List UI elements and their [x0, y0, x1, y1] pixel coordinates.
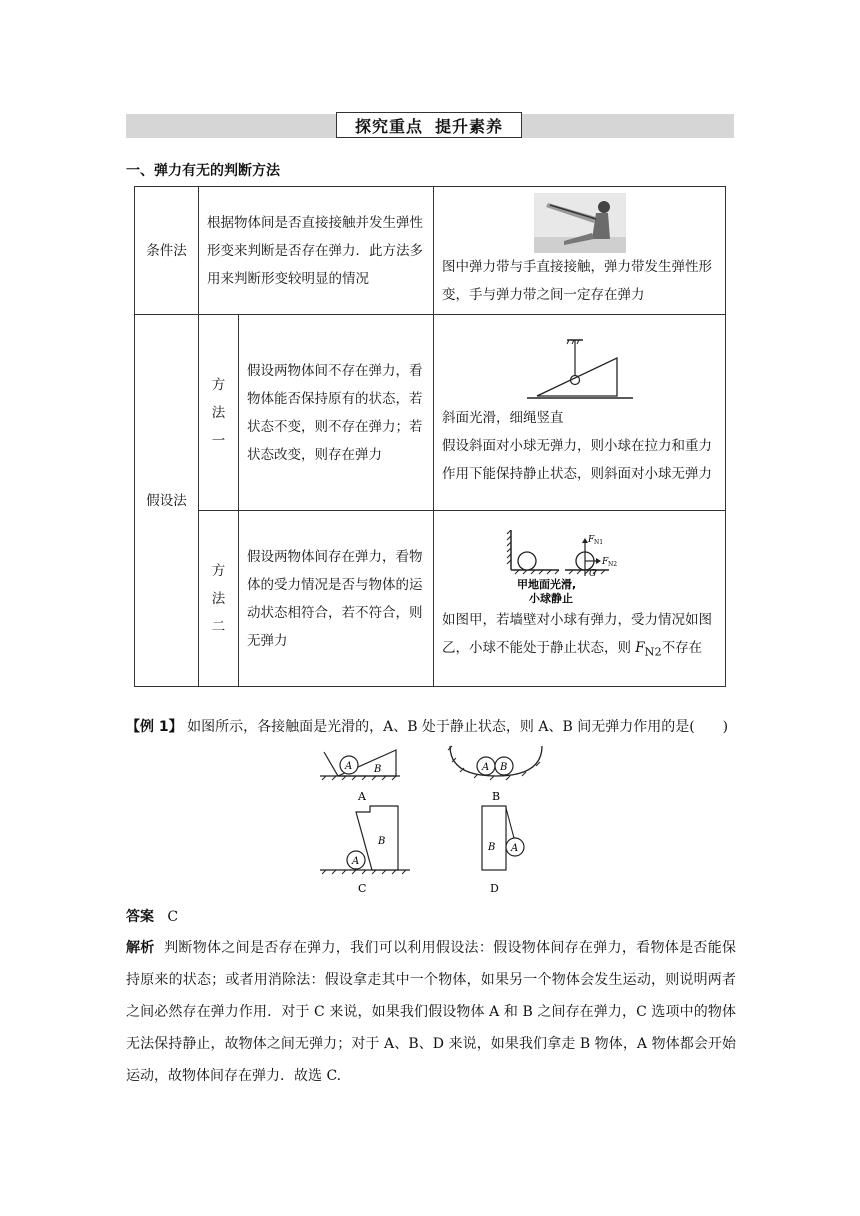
table-row	[135, 315, 726, 511]
svg-text:A: A	[482, 762, 490, 773]
label-fn2-sub: N2	[607, 561, 617, 569]
svg-text:B: B	[378, 836, 386, 847]
figure-b-label: B	[492, 790, 501, 803]
svg-text:A: A	[352, 856, 360, 867]
banner-part1: 探究重点	[354, 116, 423, 136]
figure-b	[448, 746, 542, 803]
force-symbol: F	[635, 640, 645, 657]
figure-c-label: C	[358, 882, 367, 895]
label-fn1: F	[587, 535, 594, 546]
method-name: 假设法	[135, 315, 199, 687]
label-fn2: F	[601, 557, 608, 568]
svg-text:B: B	[488, 842, 496, 853]
figure-a	[320, 750, 400, 803]
fig-caption-2: 小球静止	[528, 592, 573, 606]
method-description: 根据物体间是否直接接触并发生弹性形变来判断是否存在弹力．此方法多用来判断形变较明显的情况	[199, 187, 434, 315]
explanation-label: 解析	[126, 940, 155, 956]
answer-label: 答案	[126, 909, 154, 925]
example-text: 如图甲，若墙壁对小球有弹力，受力情况如图乙，小球不能处于静止状态，则 $F_{N2}$不存在	[442, 612, 712, 659]
svg-text:B: B	[500, 762, 508, 773]
table-row	[135, 187, 726, 315]
answer	[126, 906, 178, 926]
example-line2: 假设斜面对小球无弹力，则小球在拉力和重力作用下能保持静止状态，则斜面对小球无弹力	[442, 437, 712, 482]
svg-text:B: B	[374, 764, 382, 775]
option-figures	[300, 738, 560, 898]
wall-ball-force-diagram	[505, 530, 655, 606]
exercise-photo	[534, 193, 626, 253]
explanation	[126, 932, 736, 1092]
incline-ball-diagram	[525, 338, 635, 404]
method-example	[434, 187, 726, 315]
method-example	[434, 315, 726, 511]
method-description: 假设两物体间不存在弹力，看物体能否保持原有的状态，若状态不变，则不存在弹力；若状态改变，则存在弹力	[239, 315, 434, 511]
label-g: G	[588, 569, 596, 580]
svg-text:A: A	[511, 843, 519, 854]
example-question	[126, 716, 728, 736]
example-text: 如图所示，各接触面是光滑的，A、B 处于静止状态，则 A、B 间无弹力作用的是( )	[187, 719, 729, 735]
example-tag: 【例 1】	[126, 719, 183, 735]
fig-caption-1: 甲地面光滑,	[516, 578, 576, 592]
svg-text:A: A	[345, 761, 353, 772]
section-title: 一、弹力有无的判断方法	[126, 163, 280, 179]
example-line1: 斜面光滑，细绳竖直	[442, 409, 564, 426]
method-description: 假设两物体间存在弹力，看物体的受力情况是否与物体的运动状态相符合，若不符合，则无弹力	[239, 511, 434, 687]
sub-method-label: 方法一	[199, 315, 239, 511]
answer-value: C	[167, 909, 179, 925]
sub-method-label: 方法二	[199, 511, 239, 687]
figure-d-label: D	[490, 882, 499, 895]
banner-title	[336, 112, 522, 138]
example-text: 图中弹力带与手直接接触，弹力带发生弹性形变，手与弹力带之间一定存在弹力	[442, 258, 712, 303]
figure-d	[482, 806, 524, 895]
banner-part2: 提升素养	[435, 116, 504, 136]
figure-a-label: A	[358, 790, 366, 803]
methods-table	[134, 186, 726, 687]
method-name: 条件法	[135, 187, 199, 315]
force-subscript: N2	[644, 645, 662, 659]
figure-c	[320, 806, 410, 895]
explanation-text: 判断物体之间是否存在弹力，我们可以利用假设法：假设物体间存在弹力，看物体是否能保持原来的状态；或者用消除法：假设拿走其中一个物体，如果另一个物体会发生运动，则说明两者之间必然存在弹力作用．对于 C 来说，如果我们假设物体 A 和 B 之间存在弹力，C 选项中的物体无法保持静止，故物体之间无弹力；对于 A、B、D 来说，如果我们拿走 B 物体，A 物体都会开始运动，故物体间存在弹力．故选 C.	[126, 940, 736, 1084]
method-example	[434, 511, 726, 687]
label-fn1-sub: N1	[593, 539, 603, 547]
table-row	[135, 511, 726, 687]
